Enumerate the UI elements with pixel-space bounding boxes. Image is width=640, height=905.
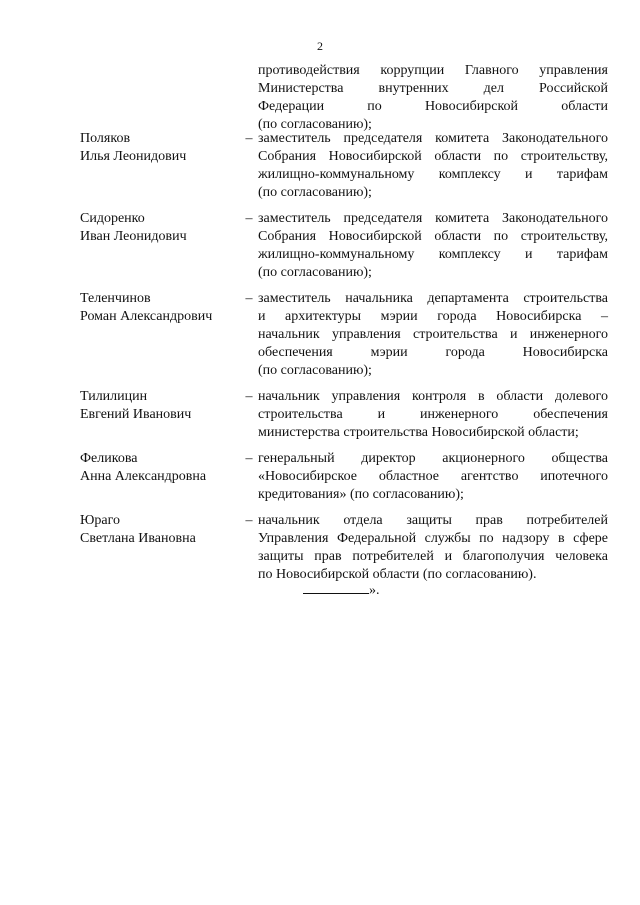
member-given-names: Илья Леонидович <box>80 149 187 164</box>
member-given-names: Евгений Иванович <box>80 407 192 422</box>
member-position-line: строительства и инженерного обеспечения <box>258 407 608 422</box>
intro-line: (по согласованию); <box>258 117 372 132</box>
member-position-line: заместитель председателя комитета Законодательного <box>258 131 608 146</box>
member-dash: – <box>245 211 253 226</box>
closing-mark <box>303 581 380 599</box>
member-position-line: начальник управления строительства и инженерного <box>258 327 608 342</box>
member-name <box>80 388 240 442</box>
intro-line: противодействия коррупции Главного управления <box>258 63 608 78</box>
member-position <box>258 210 608 282</box>
member-row <box>80 512 640 584</box>
member-position-line: Управления Федеральной службы по надзору в сфере <box>258 531 608 546</box>
member-position-line: обеспечения мэрии города Новосибирска <box>258 345 608 360</box>
member-position-line: жилищно-коммунальному комплексу и тарифам <box>258 247 608 262</box>
member-position-line: по Новосибирской области (по согласованию). <box>258 567 537 582</box>
member-dash: – <box>245 131 253 146</box>
member-name <box>80 130 240 202</box>
member-surname: Тилилицин <box>80 389 148 404</box>
signature-line <box>303 581 369 594</box>
member-dash: – <box>245 513 253 528</box>
member-dash: – <box>245 451 253 466</box>
member-given-names: Светлана Ивановна <box>80 531 196 546</box>
member-position-line: начальник отдела защиты прав потребителей <box>258 513 608 528</box>
member-position-line: кредитования» (по согласованию); <box>258 487 464 502</box>
member-position-line: (по согласованию); <box>258 363 372 378</box>
member-position <box>258 512 608 584</box>
member-position-line: генеральный директор акционерного общества <box>258 451 608 466</box>
page-number: 2 <box>317 39 323 53</box>
members-list <box>80 130 640 592</box>
member-name <box>80 210 240 282</box>
member-position-line: начальник управления контроля в области долевого <box>258 389 608 404</box>
member-position-line: (по согласованию); <box>258 265 372 280</box>
member-row <box>80 450 640 504</box>
member-row <box>80 290 640 380</box>
member-position-line: и архитектуры мэрии города Новосибирска – <box>258 309 608 324</box>
member-given-names: Роман Александрович <box>80 309 213 324</box>
member-position-line: жилищно-коммунальному комплексу и тарифам <box>258 167 608 182</box>
member-position <box>258 290 608 380</box>
member-position-line: (по согласованию); <box>258 185 372 200</box>
member-given-names: Анна Александровна <box>80 469 207 484</box>
member-row <box>80 210 640 282</box>
intro-continuation <box>258 62 608 134</box>
member-position-line: «Новосибирское областное агентство ипотечного <box>258 469 608 484</box>
member-position-line: заместитель начальника департамента строительства <box>258 291 608 306</box>
member-position <box>258 388 608 442</box>
intro-line: Министерства внутренних дел Российской <box>258 81 608 96</box>
member-position <box>258 450 608 504</box>
member-dash: – <box>245 291 253 306</box>
intro-line: Федерации по Новосибирской области <box>258 99 608 114</box>
member-position-line: Собрания Новосибирской области по строительству, <box>258 149 608 164</box>
member-given-names: Иван Леонидович <box>80 229 187 244</box>
member-name <box>80 450 240 504</box>
member-surname: Сидоренко <box>80 211 145 226</box>
member-surname: Феликова <box>80 451 138 466</box>
member-name <box>80 290 240 380</box>
closing-quote: ». <box>369 583 380 598</box>
member-dash: – <box>245 389 253 404</box>
member-position <box>258 130 608 202</box>
member-surname: Поляков <box>80 131 131 146</box>
member-row <box>80 388 640 442</box>
member-position-line: министерства строительства Новосибирской области; <box>258 425 579 440</box>
member-position-line: защиты прав потребителей и благополучия человека <box>258 549 608 564</box>
member-position-line: Собрания Новосибирской области по строительству, <box>258 229 608 244</box>
member-surname: Теленчинов <box>80 291 151 306</box>
member-position-line: заместитель председателя комитета Законодательного <box>258 211 608 226</box>
member-surname: Юраго <box>80 513 120 528</box>
member-name <box>80 512 240 584</box>
member-row <box>80 130 640 202</box>
